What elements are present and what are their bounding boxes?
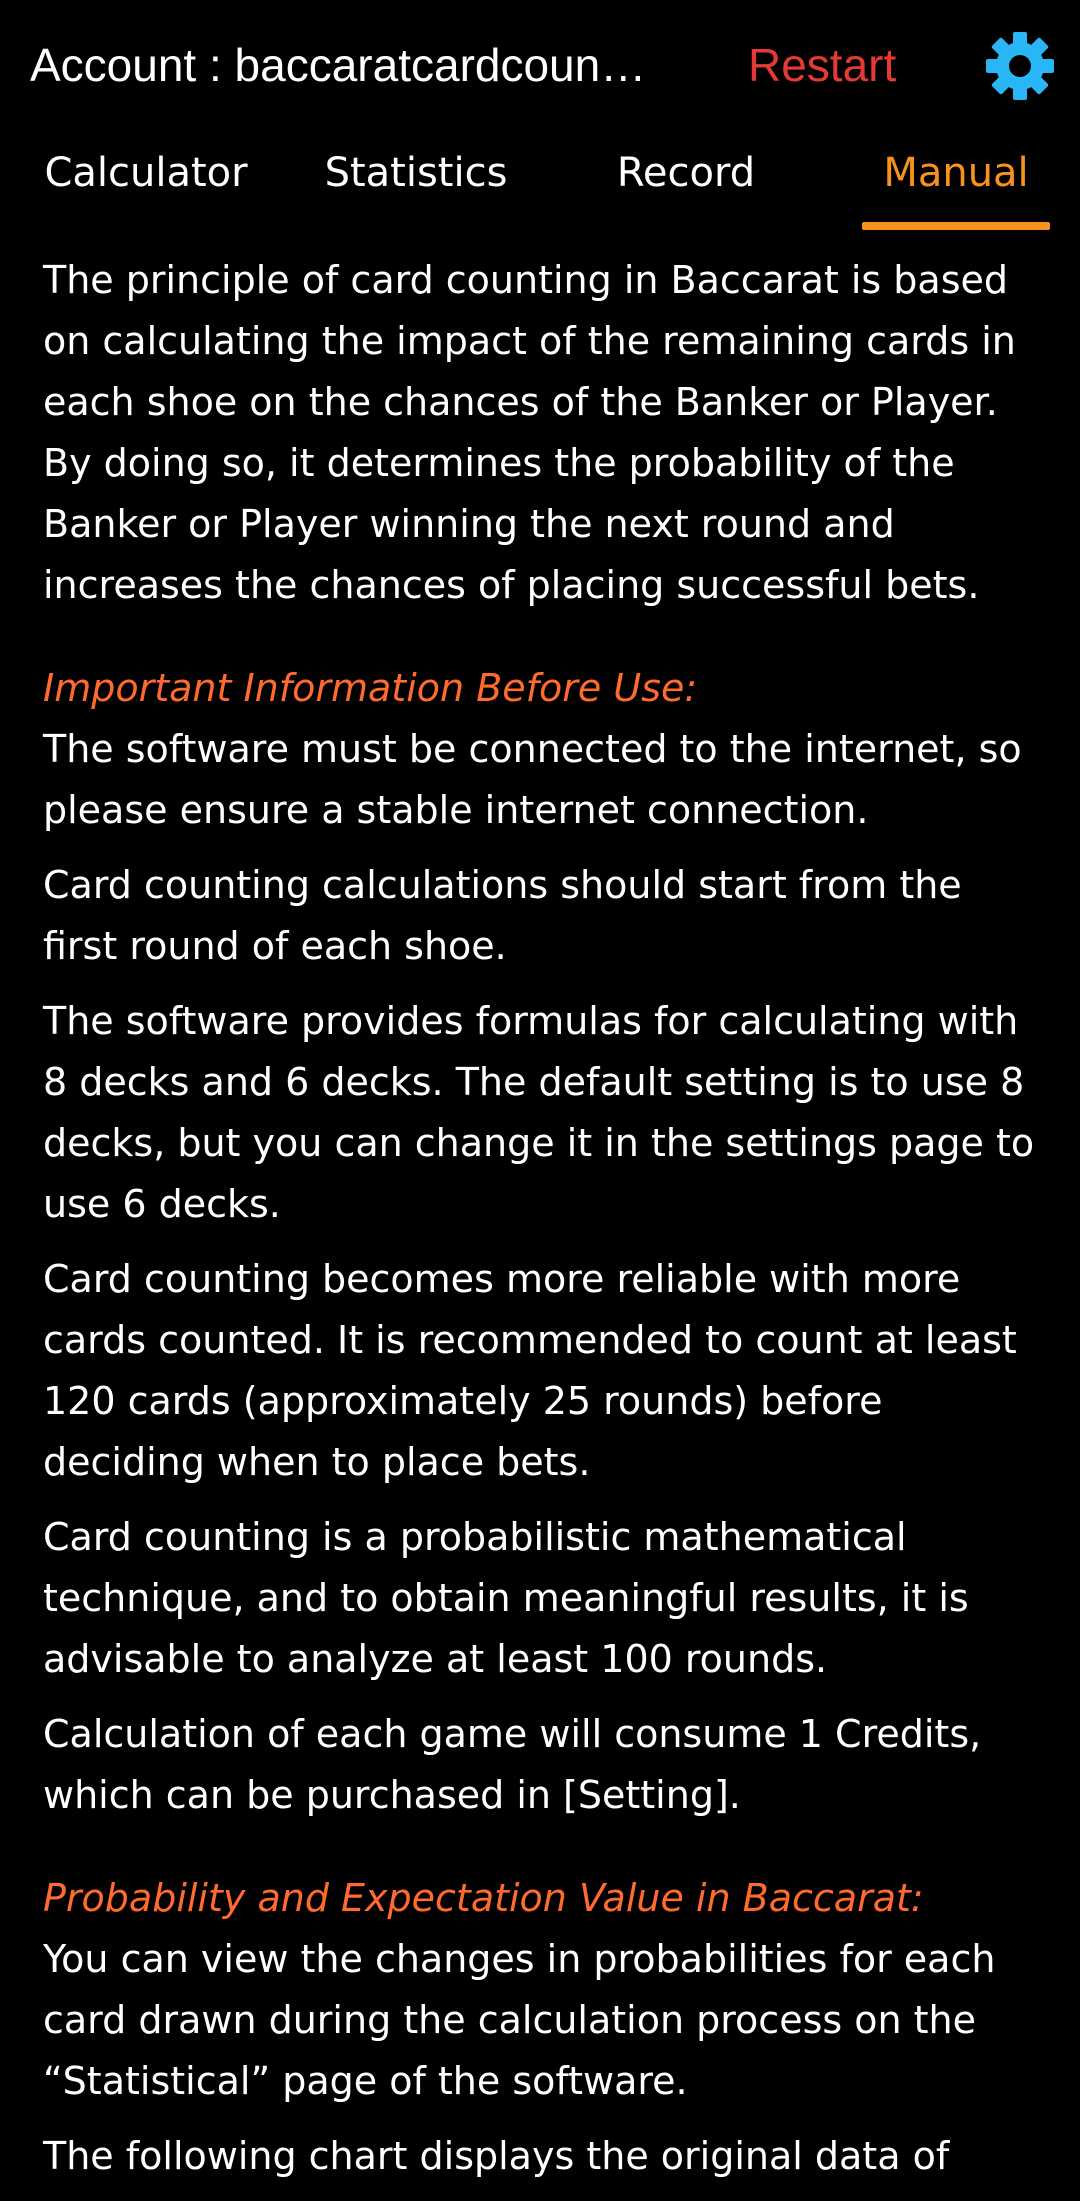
- section-heading-probability: Probability and Expectation Value in Baccarat:: [43, 1876, 924, 1920]
- tab-statistics[interactable]: Statistics: [324, 150, 508, 196]
- tab-calculator[interactable]: Calculator: [44, 150, 248, 196]
- account-title: Account : baccaratcardcoun…: [30, 39, 647, 91]
- manual-paragraph: Card counting calculations should start from the first round of each shoe.: [43, 863, 962, 968]
- manual-paragraph: Card counting is a probabilistic mathematical technique, and to obtain meaningful results, it is advisable to analyze at least 100 rounds.: [43, 1515, 969, 1681]
- section-heading-important-info: Important Information Before Use:: [43, 666, 698, 710]
- tab-manual[interactable]: Manual: [883, 150, 1029, 196]
- manual-paragraph: The following chart displays the original data of: [43, 2134, 950, 2178]
- manual-paragraph: Calculation of each game will consume 1 Credits, which can be purchased in [Setting].: [43, 1712, 982, 1817]
- active-tab-indicator: [862, 222, 1050, 230]
- manual-paragraph: Card counting becomes more reliable with more cards counted. It is recommended to count at least 120 cards (approximately 25 rounds) before deciding when to place bets.: [43, 1257, 1017, 1484]
- manual-intro: The principle of card counting in Baccarat is based on calculating the impact of the remaining cards in each shoe on the chances of the Banker or Player. By doing so, it determines the probability of the Banker or Player winning the next round and increases the chances of placing successful bets.: [43, 258, 1016, 607]
- tab-record[interactable]: Record: [616, 150, 756, 196]
- manual-paragraph: You can view the changes in probabilities for each card drawn during the calculation process on the “Statistical” page of the software.: [43, 1937, 996, 2103]
- settings-button[interactable]: [984, 30, 1056, 102]
- manual-content: [43, 250, 1043, 2201]
- gear-icon: [984, 30, 1056, 102]
- manual-paragraph: The software must be connected to the internet, so please ensure a stable internet connection.: [43, 727, 1022, 832]
- manual-paragraph: The software provides formulas for calculating with 8 decks and 6 decks. The default setting is to use 8 decks, but you can change it in the settings page to use 6 decks.: [43, 999, 1035, 1226]
- tab-bar: [0, 140, 1080, 232]
- app-header: [0, 0, 1080, 130]
- restart-button[interactable]: Restart: [748, 39, 897, 91]
